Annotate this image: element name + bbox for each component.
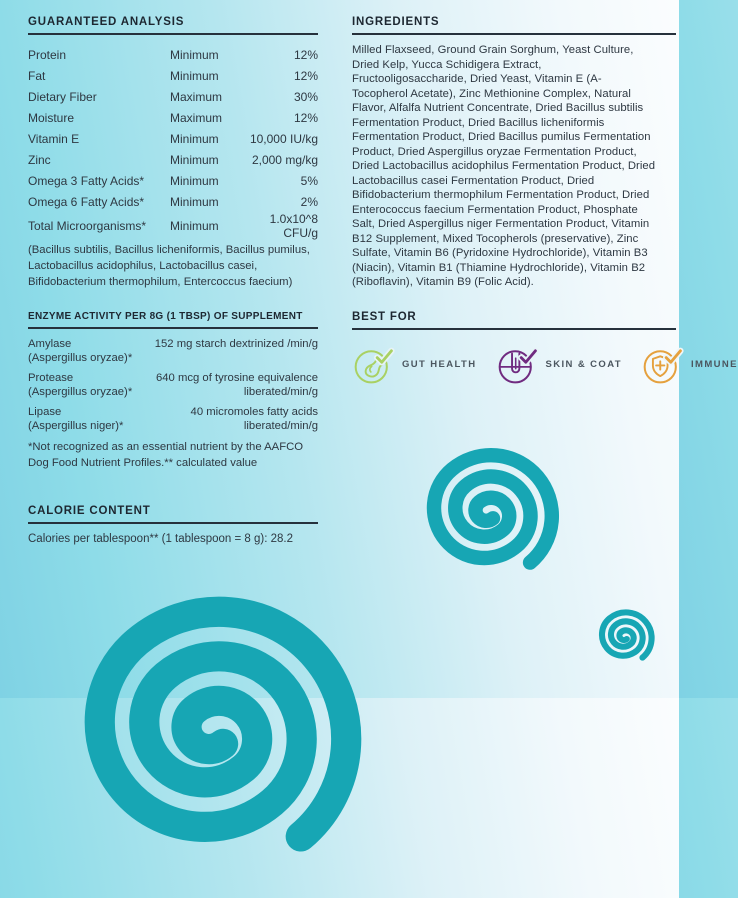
- right-panel: [352, 0, 738, 387]
- nutrient-value: 10,000 IU/kg: [249, 131, 318, 146]
- table-row: [28, 372, 318, 399]
- nutrient-value: 12%: [293, 110, 318, 125]
- table-row: [28, 338, 318, 365]
- nutrient-name: Vitamin E: [28, 131, 80, 146]
- guaranteed-analysis-title: GUARANTEED ANALYSIS: [28, 16, 185, 28]
- nutrient-name: Moisture: [28, 110, 75, 125]
- best-for-title: BEST FOR: [352, 310, 417, 323]
- best-for-label: SKIN & COAT: [545, 359, 622, 370]
- section-divider: [28, 33, 318, 35]
- table-row: [28, 406, 318, 433]
- best-for-item-immune: [641, 343, 738, 387]
- section-divider: [352, 33, 676, 35]
- nutrient-basis: Maximum: [170, 110, 223, 125]
- nutrient-basis: Minimum: [170, 173, 219, 188]
- section-divider: [28, 522, 318, 524]
- best-for-label: GUT HEALTH: [402, 359, 477, 370]
- enzyme-name: Amylase: [28, 338, 72, 351]
- nutrient-basis: Maximum: [170, 89, 223, 104]
- nutrient-basis: Minimum: [170, 219, 219, 233]
- nutrient-basis: Minimum: [170, 131, 219, 146]
- nutrient-name: Omega 3 Fatty Acids*: [28, 173, 145, 188]
- section-divider: [28, 327, 318, 329]
- nutrient-value: 2,000 mg/kg: [251, 152, 318, 167]
- nutrient-basis: Minimum: [170, 47, 219, 62]
- best-for-item-gut-health: [352, 343, 477, 387]
- spiral-logo-icon: [415, 440, 567, 592]
- table-row: [28, 86, 318, 107]
- table-row: [28, 212, 318, 240]
- best-for-label: IMMUNE: [690, 359, 738, 370]
- spiral-logo-icon: [594, 606, 658, 670]
- guaranteed-analysis-table: [28, 44, 318, 240]
- stomach-check-icon: [352, 343, 396, 387]
- nutrient-value: 5%: [300, 173, 318, 188]
- enzyme-value: 40 micromoles fatty acids liberated/min/g: [190, 406, 318, 432]
- nutrient-name: Omega 6 Fatty Acids*: [28, 194, 145, 209]
- enzyme-value: 640 mcg of tyrosine equivalence liberated/min/g: [155, 372, 318, 398]
- aafco-footnote: *Not recognized as an essential nutrient by the AAFCO Dog Food Nutrient Profiles.** calculated value: [28, 441, 304, 469]
- best-for-item-skin-coat: [496, 343, 622, 387]
- calorie-content-title: CALORIE CONTENT: [28, 505, 151, 518]
- enzyme-name: Lipase: [28, 406, 62, 419]
- ingredients-list: Milled Flaxseed, Ground Grain Sorghum, Yeast Culture, Dried Kelp, Yucca Schidigera Extract, Fructooligosaccharide, Dried Yeast, Vitamin E (A-Tocopherol Acetate), Zinc Methionine Complex, Natural Flavor, Alfalfa Nutrient Concentrate, Dried Bacillus subtilis Fermentation Product, Dried Bacillus licheniformis Fermentation Product, Dried Bacillus pumilus Fermentation Product, Dried Aspergillus oryzae Fermentation Product, Dried Lactobacillus acidophilus Fermentation Product, Dried Lactobacillus casei Fermentation Product, Dried Bifidobacterium thermophilum Fermentation Product, Dried Enterococcus faecium Fermentation Product, Phosphate Salt, Dried Aspergillus niger Fermentation Product, Vitamin B12 Supplement, Mixed Tocopherols (preservative), Zinc Sulfate, Vitamin B6 (Pyridoxine Hydrochloride), Vitamin B3 (Niacin), Vitamin B1 (Thiamine Hydrochloride), Vitamin B2 (Riboflavin), Vitamin B9 (Folic Acid).: [352, 44, 656, 288]
- nutrient-value: 30%: [293, 89, 318, 104]
- nutrient-basis: Minimum: [170, 68, 219, 83]
- ingredients-title: INGREDIENTS: [352, 16, 440, 28]
- microorganisms-note: (Bacillus subtilis, Bacillus licheniformis, Bacillus pumilus, Lactobacillus acidophilus, Lactobacillus casei, Bifidobacterium thermophilum, Entercoccus faecium): [28, 244, 310, 288]
- table-row: [28, 65, 318, 86]
- enzyme-activity-title: ENZYME ACTIVITY PER 8G (1 TBSP) OF SUPPLEMENT: [28, 311, 303, 323]
- section-divider: [352, 328, 676, 330]
- nutrient-name: Protein: [28, 47, 67, 62]
- nutrient-name: Dietary Fiber: [28, 89, 97, 104]
- nutrient-value: 2%: [300, 194, 318, 209]
- enzyme-value: 152 mg starch dextrinized /min/g: [154, 338, 318, 351]
- table-row: [28, 107, 318, 128]
- nutrient-name: Fat: [28, 68, 46, 83]
- table-row: [28, 191, 318, 212]
- nutrient-name: Zinc: [28, 152, 51, 167]
- nutrient-name: Total Microorganisms*: [28, 219, 147, 233]
- nutrient-basis: Minimum: [170, 152, 219, 167]
- enzyme-activity-table: [28, 338, 318, 433]
- hair-follicle-check-icon: [496, 343, 540, 387]
- nutrient-basis: Minimum: [170, 194, 219, 209]
- nutrient-value: 12%: [293, 47, 318, 62]
- nutrient-value: 12%: [293, 68, 318, 83]
- left-panel: [28, 0, 318, 545]
- shield-cross-check-icon: [641, 343, 685, 387]
- best-for-icon-row: [352, 343, 738, 387]
- enzyme-source: (Aspergillus niger)*: [28, 419, 124, 432]
- table-row: [28, 170, 318, 191]
- nutrient-value: 1.0x10^8 CFU/g: [269, 212, 318, 240]
- table-row: [28, 149, 318, 170]
- table-row: [28, 128, 318, 149]
- calorie-content-text: Calories per tablespoon** (1 tablespoon = 8 g): 28.2: [28, 533, 293, 546]
- table-row: [28, 44, 318, 65]
- enzyme-source: (Aspergillus oryzae)*: [28, 351, 133, 364]
- enzyme-name: Protease: [28, 372, 74, 385]
- spiral-logo-icon: [60, 580, 378, 898]
- enzyme-source: (Aspergillus oryzae)*: [28, 385, 133, 398]
